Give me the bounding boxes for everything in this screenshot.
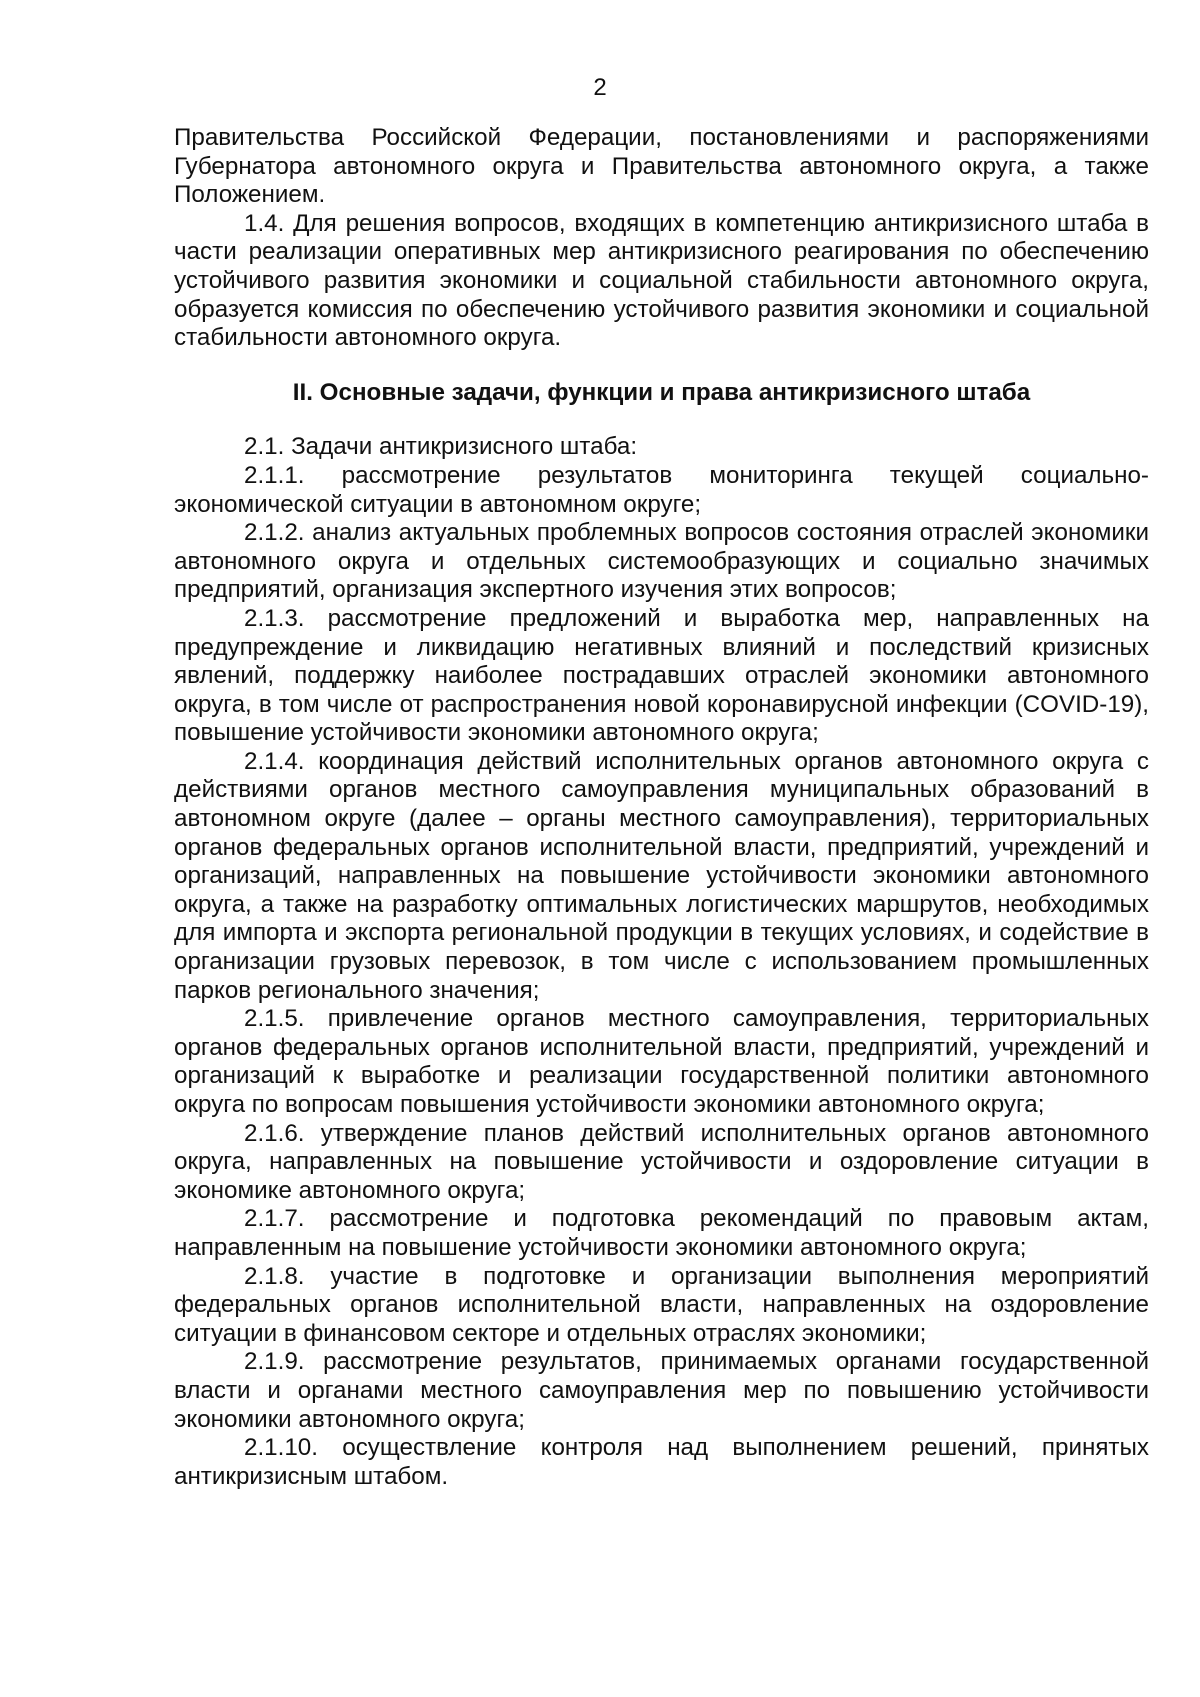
paragraph-2-1-6: 2.1.6. утверждение планов действий исполнительных органов автономного округа, направленных на повышение устойчивости и оздоровление ситуации в экономике автономного округа; bbox=[174, 1119, 1149, 1204]
document-body bbox=[174, 124, 1149, 1491]
paragraph-2-1-4: 2.1.4. координация действий исполнительных органов автономного округа с действиями органов местного самоуправления муниципальных образований в автономном округе (далее – органы местного самоуправления), территориальных органов федеральных органов исполнительной власти, предприятий, учреждений и организаций, направленных на повышение устойчивости экономики автономного округа, а также на разработку оптимальных логистических маршрутов, необходимых для импорта и экспорта региональной продукции в текущих условиях, и содействие в организации грузовых перевозок, в том числе с использованием промышленных парков регионального значения; bbox=[174, 747, 1149, 1004]
paragraph-2-1-8: 2.1.8. участие в подготовке и организации выполнения мероприятий федеральных органов исполнительной власти, направленных на оздоровление ситуации в финансовом секторе и отдельных отраслях экономики; bbox=[174, 1262, 1149, 1347]
paragraph-continuation: Правительства Российской Федерации, постановлениями и распоряжениями Губернатора автономного округа и Правительства автономного округа, а также Положением. bbox=[174, 124, 1149, 209]
paragraph-1-4: 1.4. Для решения вопросов, входящих в компетенцию антикризисного штаба в части реализации оперативных мер антикризисного реагирования по обеспечению устойчивого развития экономики и социальной стабильности автономного округа, образуется комиссия по обеспечению устойчивого развития экономики и социальной стабильности автономного округа. bbox=[174, 209, 1149, 352]
section-heading: II. Основные задачи, функции и права антикризисного штаба bbox=[292, 378, 1031, 406]
paragraph-2-1-1: 2.1.1. рассмотрение результатов мониторинга текущей социально-экономической ситуации в автономном округе; bbox=[174, 461, 1149, 518]
paragraph-2-1-7: 2.1.7. рассмотрение и подготовка рекомендаций по правовым актам, направленным на повышение устойчивости экономики автономного округа; bbox=[174, 1205, 1149, 1261]
paragraph-2-1-2: 2.1.2. анализ актуальных проблемных вопросов состояния отраслей экономики автономного округа и отдельных системообразующих и социально значимых предприятий, организация экспертного изучения этих вопросов; bbox=[174, 519, 1149, 604]
paragraph-2-1: 2.1. Задачи антикризисного штаба: bbox=[244, 433, 638, 461]
page-number: 2 bbox=[593, 74, 607, 101]
paragraph-2-1-3: 2.1.3. рассмотрение предложений и выработка мер, направленных на предупреждение и ликвидацию негативных влияний и последствий кризисных явлений, поддержку наиболее пострадавших отраслей экономики автономного округа, в том числе от распространения новой коронавирусной инфекции (COVID-19), повышение устойчивости экономики автономного округа; bbox=[174, 604, 1149, 747]
paragraph-2-1-10: 2.1.10. осуществление контроля над выполнением решений, принятых антикризисным штабом. bbox=[174, 1434, 1149, 1490]
paragraph-2-1-9: 2.1.9. рассмотрение результатов, принимаемых органами государственной власти и органами местного самоуправления мер по повышению устойчивости экономики автономного округа; bbox=[174, 1348, 1149, 1433]
paragraph-2-1-5: 2.1.5. привлечение органов местного самоуправления, территориальных органов федеральных органов исполнительной власти, предприятий, учреждений и организаций к выработке и реализации государственной политики автономного округа по вопросам повышения устойчивости экономики автономного округа; bbox=[174, 1005, 1149, 1118]
